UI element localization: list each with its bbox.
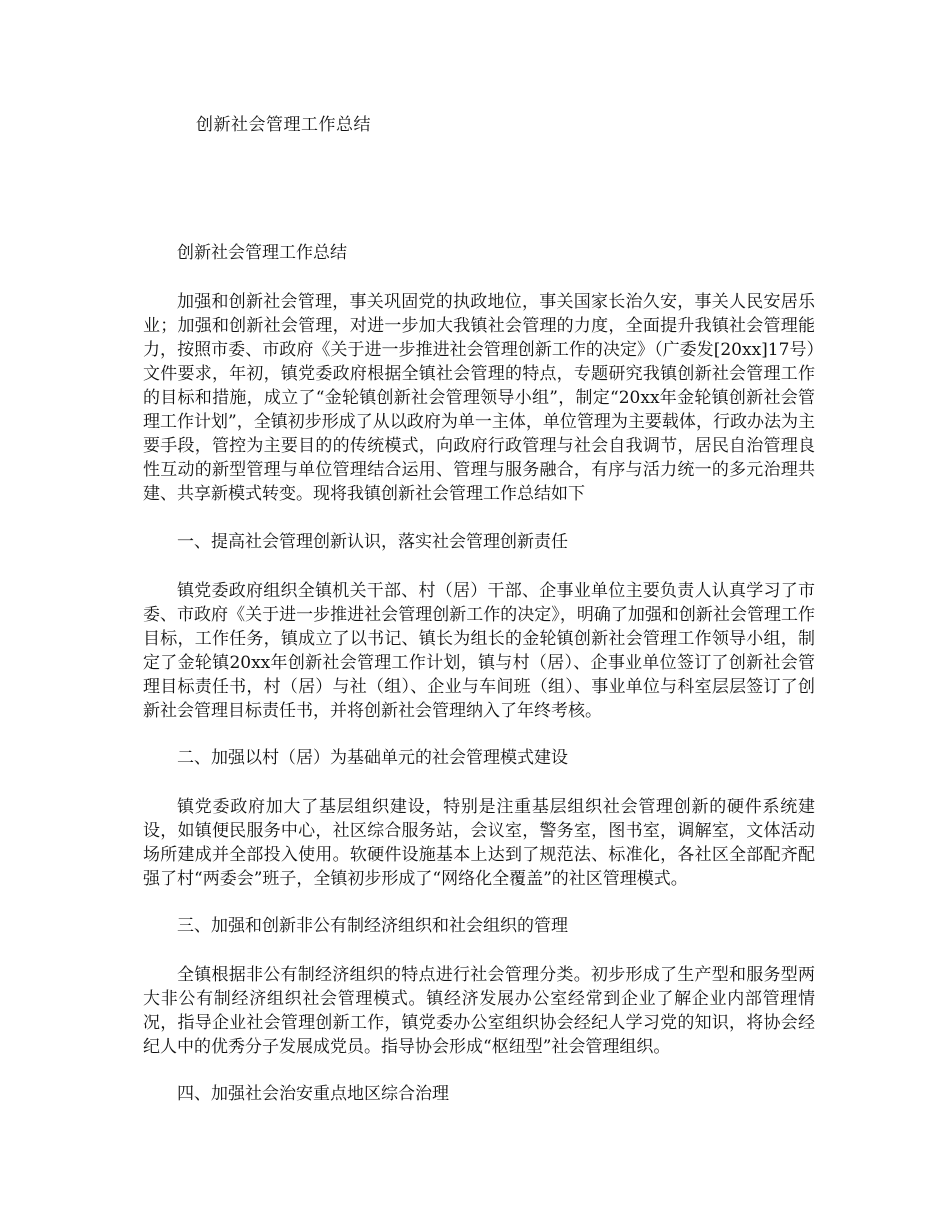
section-heading-2: 二、加强以村（居）为基础单元的社会管理模式建设 (177, 748, 568, 768)
section-heading-1: 一、提高社会管理创新认识，落实社会管理创新责任 (177, 532, 568, 552)
paragraph-intro: 加强和创新社会管理，事关巩固党的执政地位，事关国家长治久安，事关人民安居乐业；加强和创新社会管理，对进一步加大我镇社会管理的力度，全面提升我镇社会管理能力，按照市委、市政府《关于进一步推进社会管理创新工作的决定》（广委发[20xx]17号）文件要求，年初，镇党委政府根据全镇社会管理的特点，专题研究我镇创新社会管理工作的目标和措施，成立了“金轮镇创新社会管理领导小组”，制定“20xx年金轮镇创新社会管理工作计划”，全镇初步形成了从以政府为单一主体，单位管理为主要载体，行政办法为主要手段，管控为主要目的的传统模式，向政府行政管理与社会自我调节，居民自治管理良性互动的新型管理与单位管理结合运用、管理与服务融合，有序与活力统一的多元治理共建、共享新模式转变。现将我镇创新社会管理工作总结如下 (143, 292, 815, 504)
paragraph-section-3: 全镇根据非公有制经济组织的特点进行社会管理分类。初步形成了生产型和服务型两大非公有制经济组织社会管理模式。镇经济发展办公室经常到企业了解企业内部管理情况，指导企业社会管理创新工作，镇党委办公室组织协会经纪人学习党的知识，将协会经纪人中的优秀分子发展成党员。指导协会形成“枢纽型”社会管理组织。 (143, 965, 815, 1057)
document-body (143, 241, 815, 1131)
section-heading-4: 四、加强社会治安重点地区综合治理 (177, 1084, 449, 1104)
section-heading-3: 三、加强和创新非公有制经济组织和社会组织的管理 (177, 916, 568, 936)
paragraph-section-1: 镇党委政府组织全镇机关干部、村（居）干部、企事业单位主要负责人认真学习了市委、市政府《关于进一步推进社会管理创新工作的决定》，明确了加强和创新社会管理工作目标，工作任务，镇成立了以书记、镇长为组长的金轮镇创新社会管理工作领导小组，制定了金轮镇20xx年创新社会管理工作计划，镇与村（居）、企事业单位签订了创新社会管理目标责任书，村（居）与社（组）、企业与车间班（组）、事业单位与科室层层签订了创新社会管理目标责任书，并将创新社会管理纳入了年终考核。 (143, 581, 815, 721)
body-title: 创新社会管理工作总结 (177, 243, 347, 263)
paragraph-section-2: 镇党委政府加大了基层组织建设，特别是注重基层组织社会管理创新的硬件系统建设，如镇便民服务中心，社区综合服务站，会议室，警务室，图书室，调解室，文体活动场所建成并全部投入使用。软硬件设施基本上达到了规范法、标准化，各社区全部配齐配强了村“两委会”班子，全镇初步形成了“网络化全覆盖”的社区管理模式。 (143, 797, 815, 889)
document-header-title: 创新社会管理工作总结 (196, 115, 371, 135)
